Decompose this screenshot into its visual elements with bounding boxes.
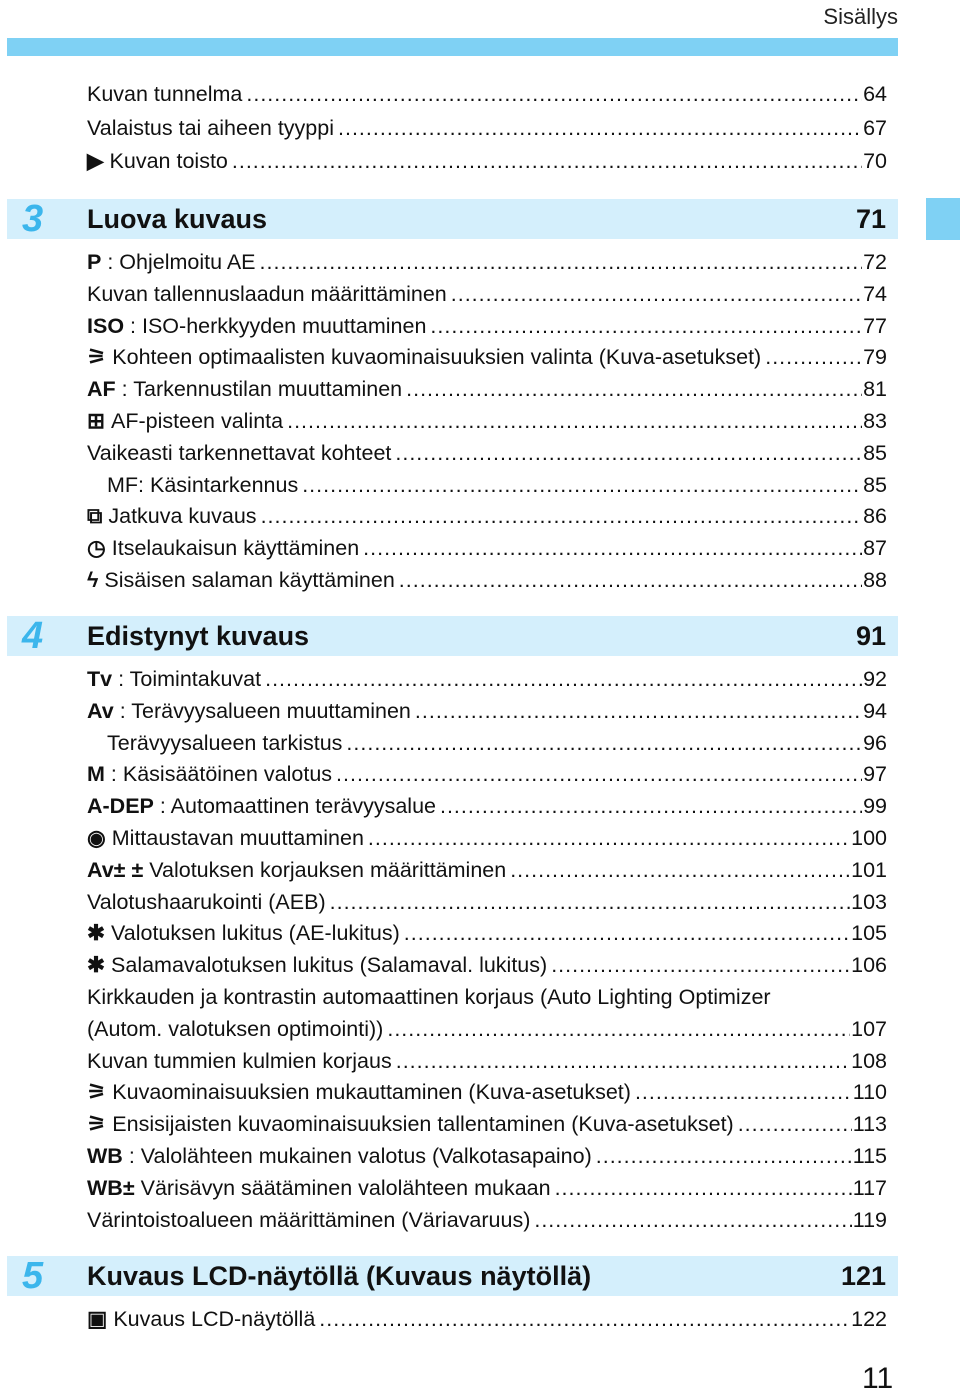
toc-entry-page: 106 — [851, 953, 887, 978]
toc-entry-text: Jatkuva kuvaus — [108, 504, 257, 529]
toc-entry[interactable] — [87, 887, 887, 917]
leader-dots — [232, 146, 862, 176]
section-number: 3 — [22, 197, 44, 240]
toc-entry-text: : Automaattinen terävyysalue — [159, 794, 436, 819]
leader-dots — [368, 823, 850, 853]
leader-dots — [265, 664, 862, 694]
toc-entry-page: 87 — [863, 536, 887, 561]
leader-dots — [534, 1205, 851, 1235]
leader-dots — [415, 696, 862, 726]
toc-entry-page: 92 — [863, 667, 887, 691]
leader-dots — [287, 406, 862, 436]
header-label: Sisällys — [823, 4, 898, 29]
toc-entry-page: 117 — [852, 1175, 887, 1200]
toc-entry-page: 97 — [863, 762, 887, 787]
toc-entry[interactable] — [87, 791, 887, 821]
toc-entry-text: Kuvan tallennuslaadun määrittäminen — [87, 281, 447, 306]
toc-entry-page: 74 — [863, 281, 887, 306]
mode-icon: ⚞ — [87, 345, 107, 370]
toc-entry-text: Kuvan tunnelma — [87, 82, 243, 106]
toc-entry-text: Kohteen optimaalisten kuvaominaisuuksien valinta (Kuva-asetukset) — [112, 345, 762, 370]
toc-entry[interactable] — [87, 279, 887, 309]
toc-entry-page: 72 — [863, 250, 887, 274]
section-header[interactable] — [7, 199, 898, 239]
leader-dots — [346, 728, 862, 758]
toc-entry-page: 100 — [851, 826, 887, 850]
toc-entry-text: Valotuksen lukitus (AE-lukitus) — [111, 921, 400, 946]
toc-entry-text: Värisävyn säätäminen valolähteen mukaan — [140, 1175, 551, 1200]
mode-icon: Av — [87, 698, 114, 723]
toc-entry-text: Vaikeasti tarkennettavat kohteet — [87, 440, 392, 465]
section-title: Edistynyt kuvaus — [87, 620, 310, 651]
toc-entry-page: 108 — [851, 1048, 887, 1073]
toc-entry-page: 101 — [851, 857, 887, 882]
toc-entry-text: Värintoistoalueen määrittäminen (Väriavaruus) — [87, 1207, 531, 1232]
toc-entry[interactable] — [87, 565, 887, 595]
toc-entry-text: Kuvan tummien kulmien korjaus — [87, 1048, 392, 1073]
leader-dots — [551, 950, 850, 980]
mode-icon: ▶ — [87, 149, 104, 173]
toc-entry-page: 103 — [851, 889, 887, 914]
page-number: 11 — [862, 1362, 894, 1395]
toc-entry-text: Valaistus tai aiheen tyyppi — [87, 116, 334, 140]
mode-icon: ⧉ — [87, 504, 103, 529]
section-title: Luova kuvaus — [87, 203, 268, 234]
toc-entry-page: 105 — [851, 921, 887, 946]
toc-entry-text: Salamavalotuksen lukitus (Salamaval. lukitus) — [111, 953, 548, 978]
toc-entry-text: : Tarkennustilan muuttaminen — [121, 377, 403, 402]
toc-entry[interactable] — [87, 918, 887, 948]
leader-dots — [430, 311, 862, 341]
toc-entry-text: : Ohjelmoitu AE — [107, 250, 256, 274]
mode-icon: ◷ — [87, 536, 106, 561]
toc-entry-text: : Valolähteen mukainen valotus (Valkotasapaino) — [128, 1144, 592, 1168]
leader-dots — [363, 533, 862, 563]
leader-dots — [302, 470, 862, 500]
mode-icon: ✱ — [87, 921, 106, 946]
toc-entry-text: Kirkkauden ja kontrastin automaattinen korjaus (Auto Lighting Optimizer — [87, 985, 771, 1009]
toc-entry-text: Itselaukaisun käyttäminen — [111, 536, 360, 561]
section-number: 4 — [22, 614, 44, 657]
toc-entry[interactable] — [87, 950, 887, 980]
mode-icon: Tv — [87, 667, 113, 691]
toc-entry-text: : Terävyysalueen muuttaminen — [119, 698, 411, 723]
toc-entry[interactable] — [87, 1077, 887, 1107]
toc-entry[interactable] — [87, 342, 887, 372]
toc-entry-text: Terävyysalueen tarkistus — [107, 730, 343, 755]
toc-entry-page: 67 — [863, 116, 887, 140]
toc-entry-text: Sisäisen salaman käyttäminen — [104, 568, 395, 592]
mode-icon: ⊞ — [87, 409, 106, 433]
leader-dots — [738, 1109, 852, 1139]
header-bar — [7, 38, 898, 56]
toc-entry-text: Ensisijaisten kuvaominaisuuksien tallentaminen (Kuva-asetukset) — [112, 1112, 734, 1137]
mode-icon: Av± ± — [87, 857, 144, 882]
toc-entry-page: 86 — [863, 504, 887, 529]
toc-entry-page: 83 — [863, 409, 887, 433]
toc-entry-text: Kuvaus LCD-näytöllä — [113, 1307, 316, 1331]
toc-entry-page: 115 — [852, 1144, 887, 1168]
toc-entry[interactable] — [87, 406, 887, 436]
toc-entry[interactable] — [87, 1173, 887, 1203]
section-page: 121 — [840, 1260, 886, 1291]
toc-entry[interactable] — [87, 1141, 887, 1171]
toc-entry-page: 79 — [863, 345, 887, 370]
toc-entry[interactable] — [87, 982, 887, 1012]
leader-dots — [440, 791, 862, 821]
toc-entry[interactable] — [87, 664, 887, 694]
mode-icon: AF — [87, 377, 116, 402]
toc-entry-text: : ISO-herkkyyden muuttaminen — [130, 313, 427, 338]
toc-entry[interactable] — [87, 1205, 887, 1235]
toc-entry[interactable] — [87, 855, 887, 885]
toc-entry-page: 113 — [852, 1112, 887, 1137]
toc-entry-page: 99 — [863, 794, 887, 819]
mode-icon: ISO — [87, 313, 125, 338]
mode-icon: ϟ — [87, 568, 99, 592]
mode-icon: WB — [87, 1144, 123, 1168]
toc-entry[interactable] — [87, 247, 887, 277]
leader-dots — [246, 79, 862, 109]
mode-icon: ⚞ — [87, 1080, 107, 1105]
toc-entry[interactable] — [87, 501, 887, 531]
toc-entry[interactable] — [87, 1046, 887, 1076]
toc-entry-text: AF-pisteen valinta — [111, 409, 284, 433]
leader-dots — [406, 374, 862, 404]
mode-icon: WB± — [87, 1175, 135, 1200]
section-header[interactable] — [7, 616, 898, 656]
toc-entry[interactable] — [87, 533, 887, 563]
toc-entry-text: Kuvan toisto — [109, 149, 228, 173]
toc-entry[interactable] — [87, 113, 887, 143]
leader-dots — [399, 565, 862, 595]
toc-entry[interactable] — [87, 1014, 887, 1044]
leader-dots — [319, 1304, 850, 1334]
leader-dots — [404, 918, 850, 948]
section-title: Kuvaus LCD-näytöllä (Kuvaus näytöllä) — [87, 1260, 592, 1291]
toc-entry-page: 88 — [863, 568, 887, 592]
toc-entry-text: : Toimintakuvat — [118, 667, 262, 691]
mode-icon: ▣ — [87, 1307, 108, 1331]
toc-entry-page: 77 — [863, 313, 887, 338]
leader-dots — [395, 438, 862, 468]
toc-entry[interactable] — [87, 374, 887, 404]
toc-entry-text: : Käsisäätöinen valotus — [110, 762, 333, 787]
mode-icon: ⚞ — [87, 1112, 107, 1137]
toc-entry[interactable] — [87, 438, 887, 468]
section-header[interactable] — [7, 1256, 898, 1296]
toc-entry[interactable] — [87, 1304, 887, 1334]
section-page: 91 — [855, 620, 886, 651]
mode-icon: ◉ — [87, 826, 106, 850]
leader-dots — [635, 1077, 852, 1107]
leader-dots — [596, 1141, 852, 1171]
toc-entry[interactable] — [107, 728, 887, 758]
leader-dots — [510, 855, 850, 885]
toc-entry[interactable] — [87, 759, 887, 789]
leader-dots — [338, 113, 862, 143]
toc-entry-page: 119 — [852, 1207, 887, 1232]
toc-entry[interactable] — [87, 1109, 887, 1139]
toc-entry[interactable] — [87, 696, 887, 726]
toc-entry-text: MF: Käsintarkennus — [107, 472, 299, 497]
leader-dots — [387, 1014, 850, 1044]
mode-icon: M — [87, 762, 105, 787]
toc-entry[interactable] — [87, 823, 887, 853]
toc-entry-text: (Autom. valotuksen optimointi)) — [87, 1016, 384, 1041]
toc-entry-page: 85 — [863, 440, 887, 465]
toc-entry-page: 94 — [863, 698, 887, 723]
mode-icon: A-DEP — [87, 794, 154, 819]
leader-dots — [330, 887, 851, 917]
toc-entry-page: 64 — [863, 82, 887, 106]
toc-entry[interactable] — [87, 79, 887, 109]
section-page: 71 — [855, 203, 886, 234]
leader-dots — [451, 279, 862, 309]
toc-entry[interactable] — [87, 311, 887, 341]
leader-dots — [555, 1173, 852, 1203]
toc-entry[interactable] — [107, 470, 887, 500]
toc-entry[interactable] — [87, 146, 887, 176]
section-number: 5 — [22, 1254, 44, 1297]
toc-entry-text: Valotushaarukointi (AEB) — [87, 889, 326, 914]
leader-dots — [765, 342, 862, 372]
leader-dots — [396, 1046, 850, 1076]
toc-entry-page: 70 — [863, 149, 887, 173]
toc-entry-text: Kuvaominaisuuksien mukauttaminen (Kuva-asetukset) — [112, 1080, 631, 1105]
leader-dots — [261, 501, 863, 531]
toc-entry-page: 122 — [851, 1307, 887, 1331]
toc-entry-page: 110 — [852, 1080, 887, 1105]
chapter-tab — [926, 198, 960, 240]
toc-entry-page: 107 — [851, 1016, 887, 1041]
leader-dots — [336, 759, 862, 789]
toc-entry-text: Valotuksen korjauksen määrittäminen — [149, 857, 507, 882]
toc-entry-page: 96 — [863, 730, 887, 755]
mode-icon: ✱ — [87, 953, 106, 978]
leader-dots — [260, 247, 863, 277]
toc-entry-text: Mittaustavan muuttaminen — [111, 826, 364, 850]
toc-entry-page: 85 — [863, 472, 887, 497]
mode-icon: P — [87, 250, 102, 274]
toc-entry-page: 81 — [863, 377, 887, 402]
